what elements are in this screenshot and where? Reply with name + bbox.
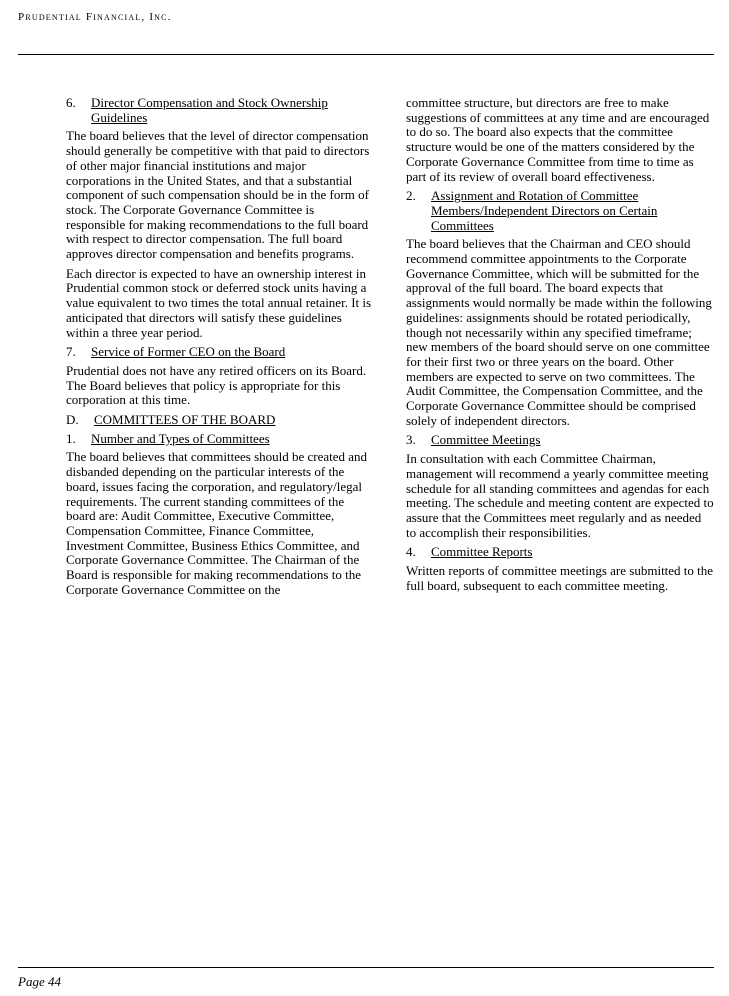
section-title: Committee Reports	[431, 544, 533, 560]
section-title: Service of Former CEO on the Board	[91, 344, 286, 360]
section-number: 1.	[66, 430, 76, 446]
right-column	[406, 96, 714, 599]
committee-2-heading	[406, 189, 714, 233]
running-header: Prudential Financial, Inc.	[18, 11, 172, 23]
paragraph: Each director is expected to have an ownership interest in Prudential common stock or deferred stock units having a value equivalent to two times the total annual retainer. It is anticipated that directors will satisfy these guidelines within a three year period.	[66, 265, 372, 340]
committee-1-heading	[66, 432, 372, 447]
section-number: 6.	[66, 95, 76, 110]
header-rule	[18, 54, 714, 55]
section-number: D.	[66, 412, 79, 428]
section-6-heading	[66, 96, 372, 125]
paragraph: Written reports of committee meetings are submitted to the full board, subsequent to each committee meeting.	[406, 563, 714, 593]
section-number: 7.	[66, 344, 76, 360]
paragraph: The board believes that the Chairman and CEO should recommend committee appointments to the Corporate Governance Committee, which will be submitted for the approval of the full board. The board expects that assignments would normally be made within the following guidelines: assignments should be rotated periodically, though not necessarily within any specified timeframe; new members of the board should serve on one committee for their first two or three years on the board. Other members are expected to serve on two committees. The Audit Committee, the Compensation Committee, and the Corporate Governance Committee should be comprised solely of independent directors.	[406, 236, 712, 428]
committee-3-heading	[406, 433, 714, 448]
section-number: 4.	[406, 544, 416, 560]
section-title: COMMITTEES OF THE BOARD	[94, 412, 276, 428]
section-d-heading	[66, 413, 372, 428]
paragraph: In consultation with each Committee Chairman, management will recommend a yearly committee meeting schedule for all standing committees and agendas for each meeting. The schedule and meeting content are expected to assure that the Committees meet regularly and as needed to accomplish their responsibilities.	[406, 451, 714, 540]
section-title: Number and Types of Committees	[91, 430, 270, 446]
section-7-heading	[66, 345, 372, 360]
page-number: Page 44	[18, 974, 61, 989]
section-number: 3.	[406, 432, 416, 448]
paragraph: The board believes that committees should be created and disbanded depending on the particular interests of the board, issues facing the corporation, and regulatory/legal requirements. The current standing committees of the board are: Audit Committee, Executive Committee, Compensation Committee, Finance Committee, Investment Committee, Business Ethics Committee, and Corporate Governance Committee. The Chairman of the Board is responsible for making recommendations to the Corporate Governance Committee on the	[66, 449, 368, 597]
footer-rule	[18, 967, 714, 968]
paragraph: Prudential does not have any retired officers on its Board. The Board believes that policy is appropriate for this corporation at this time.	[66, 362, 367, 408]
paragraph: The board believes that the level of director compensation should generally be competitive with that paid to directors of other major financial institutions and major corporations in the United States, and that a substantial component of such compensation should be in the form of stock. The Corporate Governance Committee is responsible for making recommendations to the full board with respect to director compensation. The full board approves director compensation and benefits programs.	[66, 128, 370, 262]
section-number: 2.	[406, 188, 416, 204]
section-title: Director Compensation and Stock Ownership Guidelines	[91, 95, 328, 125]
committee-4-heading	[406, 545, 714, 560]
left-column	[66, 96, 372, 603]
section-title: Committee Meetings	[431, 432, 541, 448]
section-title: Assignment and Rotation of Committee Members/Independent Directors on Certain Committees	[431, 188, 658, 233]
paragraph: committee structure, but directors are free to make suggestions of committees at any time and are encouraged to do so. The board also expects that the committee structure would be one of the matters considered by the Corporate Governance Committee from time to time as part of its review of overall board effectiveness.	[406, 95, 710, 184]
